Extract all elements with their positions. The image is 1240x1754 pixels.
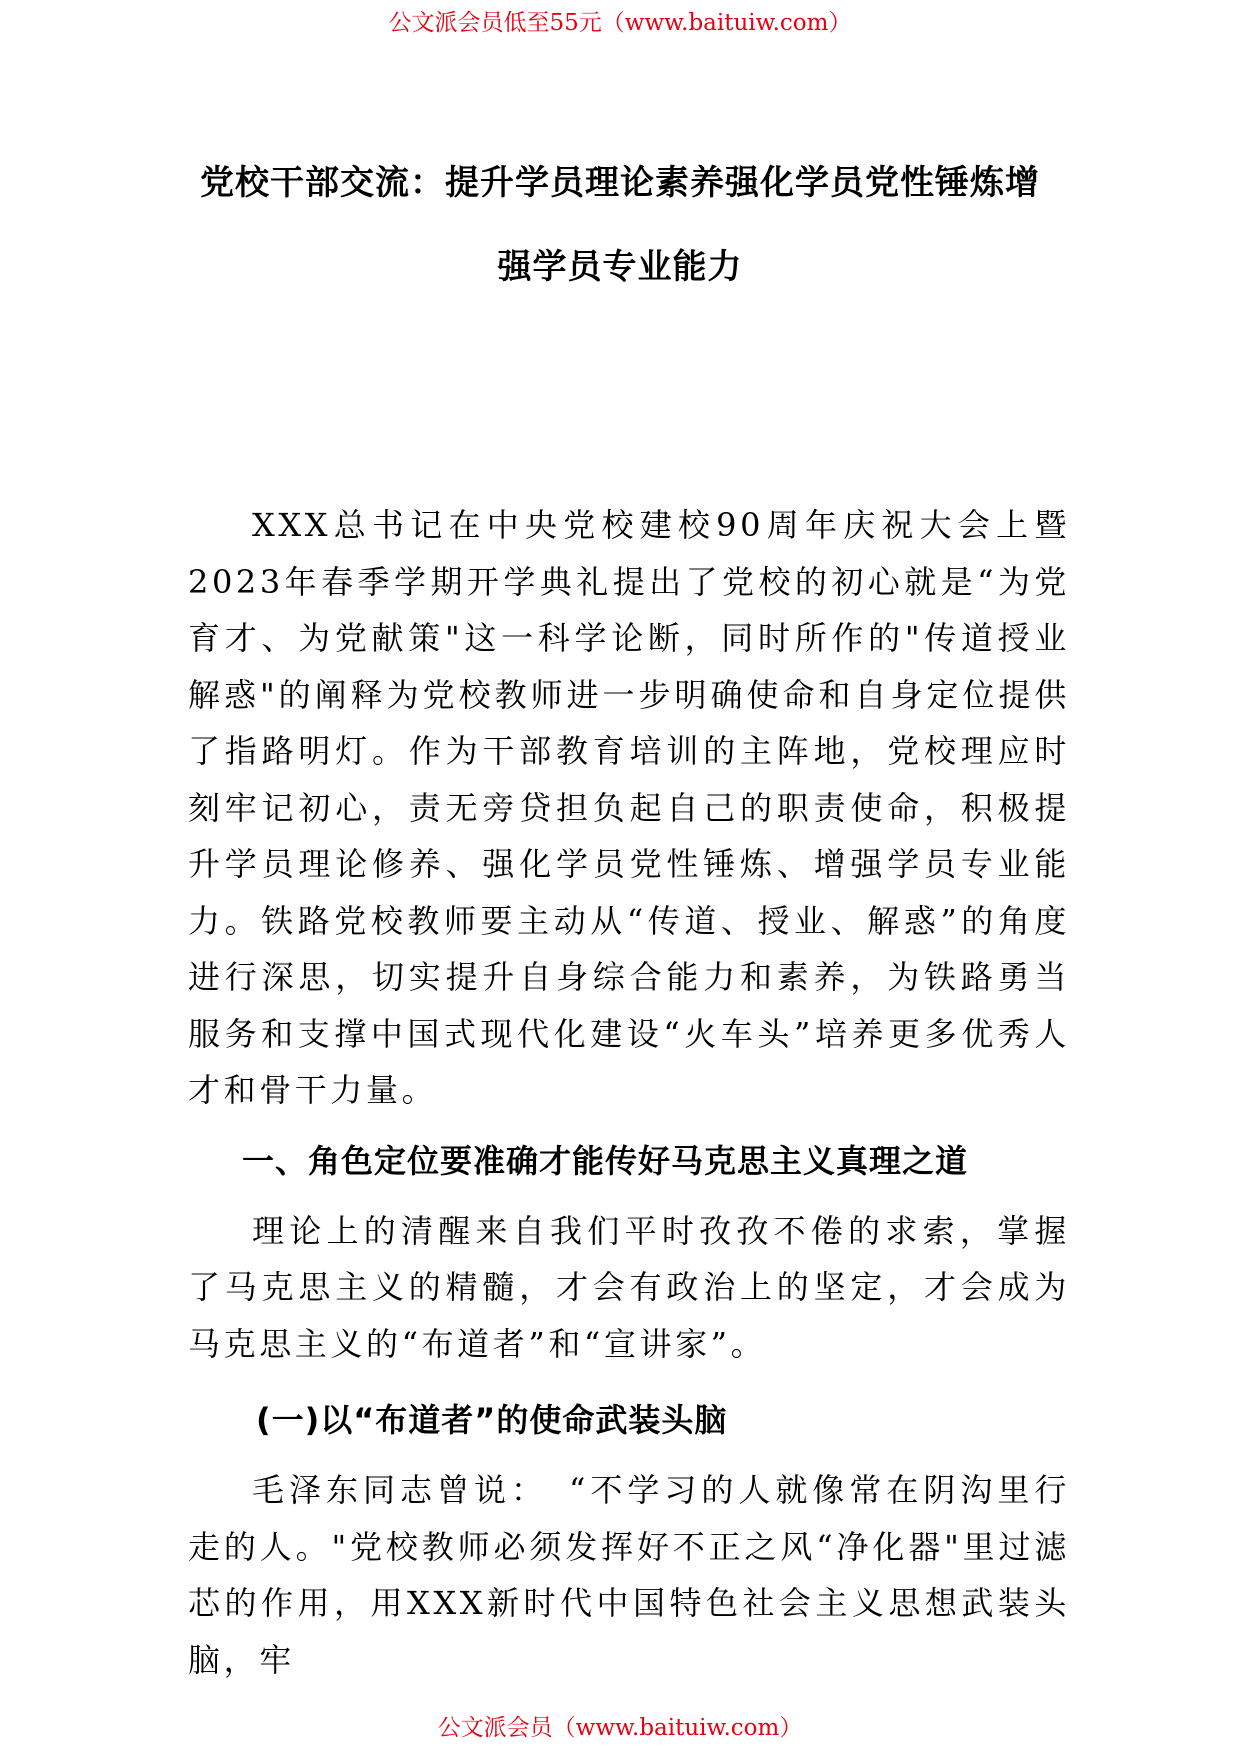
subsection-heading-1: (一)以“布道者”的使命武装头脑 [256,1401,728,1439]
body-paragraph-section-1: 理论上的清醒来自我们平时孜孜不倦的求索，掌握了马克思主义的精髓，才会有政治上的坚定，才会成为马克思主义的“布道者”和“宣讲家”。 [188,1211,1070,1363]
section-heading-1: 一、角色定位要准确才能传好马克思主义真理之道 [242,1141,969,1180]
header-watermark-banner: 公文派会员低至55元（www.baituiw.com） [388,10,852,36]
document-title-line-2: 强学员专业能力 [497,247,743,287]
body-paragraph-subsection-1: 毛泽东同志曾说： “不学习的人就像常在阴沟里行走的人。"党校教师必须发挥好不正之风“净化器"里过滤芯的作用，用XXX新时代中国特色社会主义思想武装头脑，牢 [188,1471,1070,1679]
document-body [188,497,1070,1688]
document-title-line-1: 党校干部交流：提升学员理论素养强化学员党性锤炼增 [200,163,1040,203]
footer-watermark-banner: 公文派会员（www.baituiw.com） [437,1715,803,1741]
body-paragraph-intro: XXX总书记在中央党校建校90周年庆祝大会上暨2023年春季学期开学典礼提出了党校的初心就是“为党育才、为党献策"这一科学论断，同时所作的"传道授业解惑"的阐释为党校教师进一步明确使命和自身定位提供了指路明灯。作为干部教育培训的主阵地，党校理应时刻牢记初心，责无旁贷担负起自己的职责使命，积极提升学员理论修养、强化学员党性锤炼、增强学员专业能力。铁路党校教师要主动从“传道、授业、解惑”的角度进行深思，切实提升自身综合能力和素养，为铁路勇当服务和支撑中国式现代化建设“火车头”培养更多优秀人才和骨干力量。 [188,506,1070,1109]
